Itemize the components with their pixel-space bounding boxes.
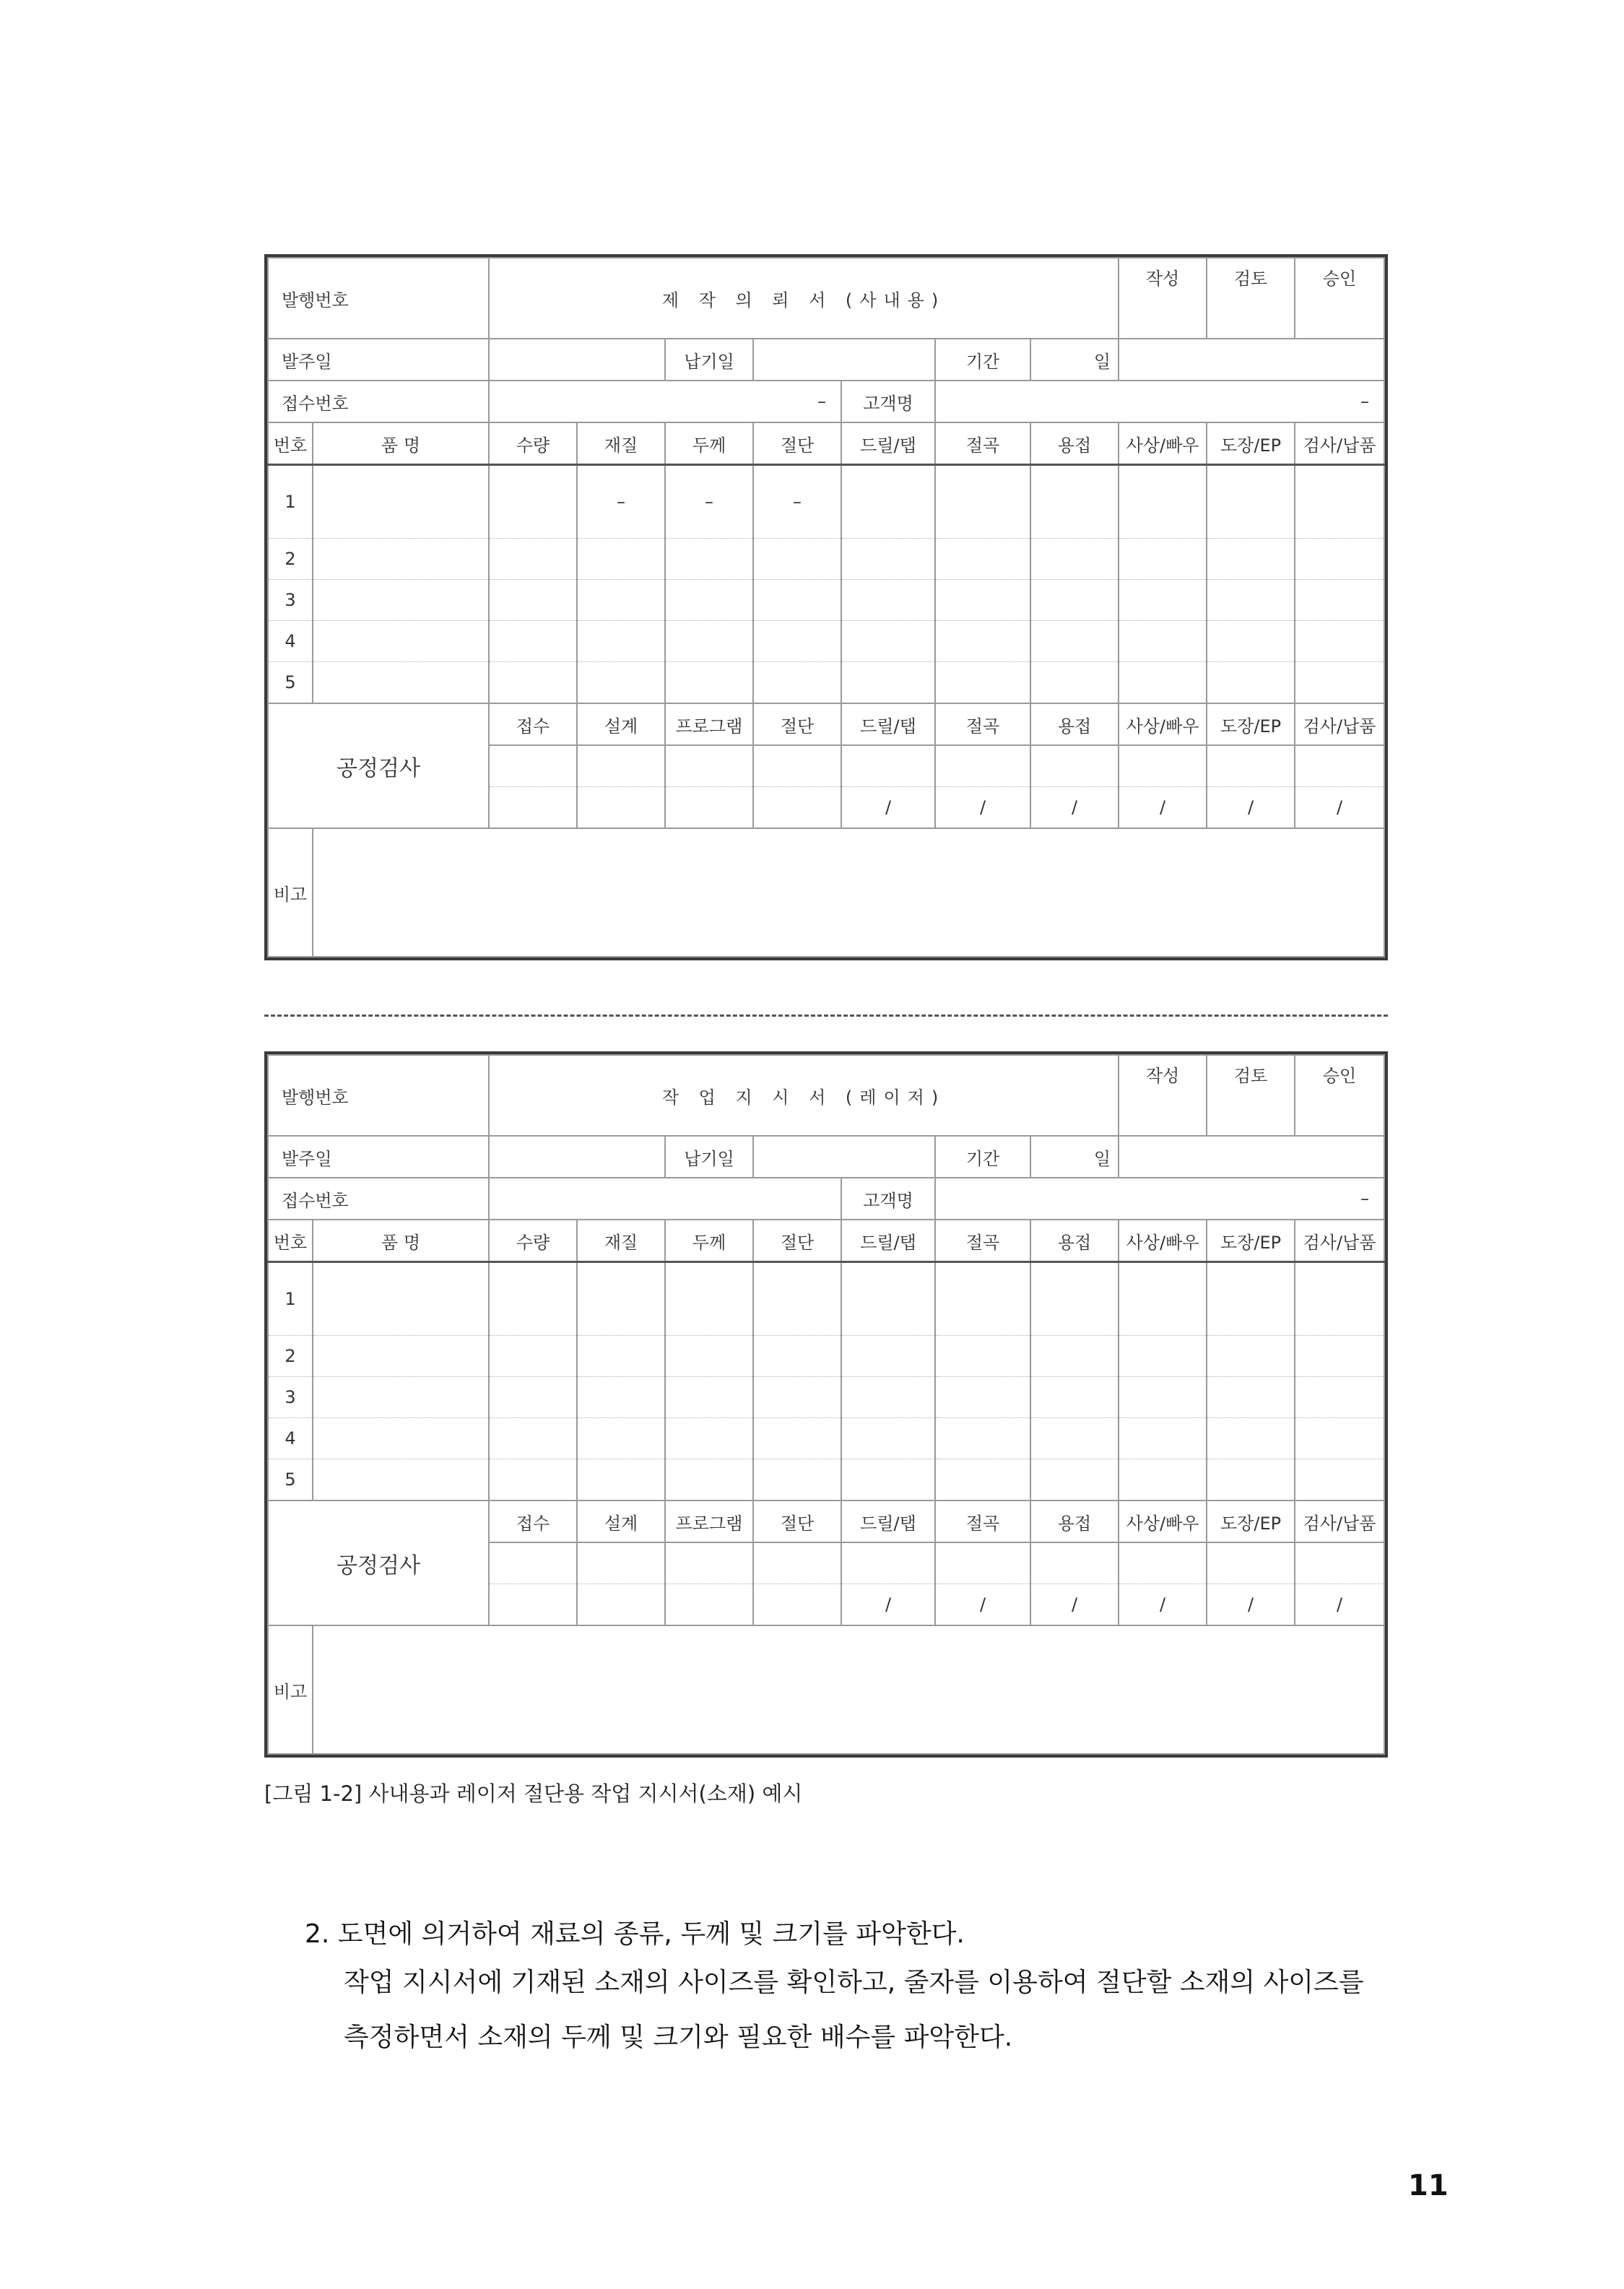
insp-drill-tap: 드릴/탭 — [841, 1500, 935, 1542]
insp-design: 설계 — [577, 703, 665, 745]
customer-label: 고객명 — [841, 381, 935, 422]
slash: / — [1119, 1584, 1207, 1626]
row-number: 1 — [268, 1262, 313, 1336]
approval-review: 검토 — [1207, 258, 1295, 339]
col-item-name: 품 명 — [313, 1220, 489, 1262]
table-row — [268, 1459, 1384, 1501]
approval-review: 검토 — [1207, 1055, 1295, 1136]
table-row — [268, 1418, 1384, 1459]
table-row — [268, 662, 1384, 704]
slash: / — [1207, 787, 1295, 829]
figure-caption: [그림 1-2] 사내용과 레이저 절단용 작업 지시서(소재) 예시 — [264, 1781, 803, 1806]
insp-finishing: 사상/빠우 — [1119, 703, 1207, 745]
slash: / — [1030, 787, 1119, 829]
remarks-label: 비고 — [268, 828, 313, 957]
col-painting: 도장/EP — [1207, 1220, 1295, 1262]
col-material: 재질 — [577, 1220, 665, 1262]
col-no: 번호 — [268, 422, 313, 465]
approval-approve: 승인 — [1295, 1055, 1384, 1136]
col-bending: 절곡 — [935, 1220, 1030, 1262]
col-thickness: 두께 — [665, 1220, 753, 1262]
due-date-label: 납기일 — [665, 1136, 753, 1178]
insp-inspection: 검사/납품 — [1295, 1500, 1384, 1542]
due-date-value — [753, 339, 935, 381]
due-date-value — [753, 1136, 935, 1178]
col-quantity: 수량 — [489, 1220, 577, 1262]
insp-cutting: 절단 — [753, 703, 841, 745]
paragraph-line-2: 측정하면서 소재의 두께 및 크기와 필요한 배수를 파악한다. — [344, 2023, 1013, 2052]
table-row — [268, 621, 1384, 662]
work-order-form-laser — [264, 1051, 1388, 1758]
receipt-no-label: 접수번호 — [268, 381, 489, 422]
insp-finishing: 사상/빠우 — [1119, 1500, 1207, 1542]
row-number: 3 — [268, 1377, 313, 1418]
insp-receipt: 접수 — [489, 703, 577, 745]
insp-welding: 용접 — [1030, 1500, 1119, 1542]
row-number: 4 — [268, 1418, 313, 1459]
customer-dash: – — [935, 381, 1384, 422]
order-date-value — [489, 1136, 665, 1178]
approval-sign-area — [1119, 1136, 1384, 1178]
col-inspection: 검사/납품 — [1295, 422, 1384, 465]
customer-label: 고객명 — [841, 1178, 935, 1220]
row-number: 2 — [268, 539, 313, 580]
paragraph-line-1: 작업 지시서에 기재된 소재의 사이즈를 확인하고, 줄자를 이용하여 절단할 소재의 사이즈를 — [344, 1968, 1364, 1997]
col-cutting: 절단 — [753, 1220, 841, 1262]
col-no: 번호 — [268, 1220, 313, 1262]
page-number: 11 — [1408, 2169, 1449, 2202]
col-finishing: 사상/빠우 — [1119, 1220, 1207, 1262]
cutting-dash: – — [753, 465, 841, 539]
approval-author: 작성 — [1119, 1055, 1207, 1136]
slash: / — [935, 1584, 1030, 1626]
insp-drill-tap: 드릴/탭 — [841, 703, 935, 745]
col-thickness: 두께 — [665, 422, 753, 465]
issue-no-label: 발행번호 — [268, 1055, 489, 1136]
customer-dash: – — [935, 1178, 1384, 1220]
col-welding: 용접 — [1030, 422, 1119, 465]
slash: / — [841, 787, 935, 829]
remarks-label: 비고 — [268, 1625, 313, 1754]
order-date-value — [489, 339, 665, 381]
cut-line-separator — [264, 1015, 1388, 1017]
slash: / — [1295, 787, 1384, 829]
approval-author: 작성 — [1119, 258, 1207, 339]
table-row — [268, 465, 1384, 539]
insp-receipt: 접수 — [489, 1500, 577, 1542]
approval-approve: 승인 — [1295, 258, 1384, 339]
row-number: 1 — [268, 465, 313, 539]
period-label: 기간 — [935, 1136, 1030, 1178]
work-request-form-internal — [264, 254, 1388, 960]
col-drill-tap: 드릴/탭 — [841, 1220, 935, 1262]
row-number: 2 — [268, 1336, 313, 1377]
insp-painting: 도장/EP — [1207, 703, 1295, 745]
process-inspection-label: 공정검사 — [268, 703, 489, 828]
row-number: 4 — [268, 621, 313, 662]
slash: / — [841, 1584, 935, 1626]
thickness-dash: – — [665, 465, 753, 539]
receipt-no-dash: – — [489, 381, 841, 422]
due-date-label: 납기일 — [665, 339, 753, 381]
insp-painting: 도장/EP — [1207, 1500, 1295, 1542]
receipt-no-value — [489, 1178, 841, 1220]
slash: / — [935, 787, 1030, 829]
col-painting: 도장/EP — [1207, 422, 1295, 465]
slash: / — [1207, 1584, 1295, 1626]
slash: / — [1030, 1584, 1119, 1626]
row-number: 3 — [268, 580, 313, 621]
insp-bending: 절곡 — [935, 703, 1030, 745]
table-row — [268, 1262, 1384, 1336]
insp-welding: 용접 — [1030, 703, 1119, 745]
col-quantity: 수량 — [489, 422, 577, 465]
slash: / — [1295, 1584, 1384, 1626]
remarks-area — [313, 828, 1384, 957]
table-row — [268, 580, 1384, 621]
col-material: 재질 — [577, 422, 665, 465]
day-label: 일 — [1030, 339, 1119, 381]
process-inspection-label: 공정검사 — [268, 1500, 489, 1625]
insp-program: 프로그램 — [665, 1500, 753, 1542]
day-label: 일 — [1030, 1136, 1119, 1178]
slash: / — [1119, 787, 1207, 829]
receipt-no-label: 접수번호 — [268, 1178, 489, 1220]
order-date-label: 발주일 — [268, 1136, 489, 1178]
row-number: 5 — [268, 1459, 313, 1501]
col-inspection: 검사/납품 — [1295, 1220, 1384, 1262]
insp-inspection: 검사/납품 — [1295, 703, 1384, 745]
material-dash: – — [577, 465, 665, 539]
col-finishing: 사상/빠우 — [1119, 422, 1207, 465]
period-label: 기간 — [935, 339, 1030, 381]
insp-program: 프로그램 — [665, 703, 753, 745]
form-title: 작 업 지 시 서 (레이저) — [489, 1055, 1119, 1136]
col-bending: 절곡 — [935, 422, 1030, 465]
table-row — [268, 1377, 1384, 1418]
remarks-area — [313, 1625, 1384, 1754]
row-number: 5 — [268, 662, 313, 704]
insp-cutting: 절단 — [753, 1500, 841, 1542]
issue-no-label: 발행번호 — [268, 258, 489, 339]
insp-bending: 절곡 — [935, 1500, 1030, 1542]
insp-design: 설계 — [577, 1500, 665, 1542]
table-row — [268, 539, 1384, 580]
form-title: 제 작 의 뢰 서 (사내용) — [489, 258, 1119, 339]
approval-sign-area — [1119, 339, 1384, 381]
order-date-label: 발주일 — [268, 339, 489, 381]
col-cutting: 절단 — [753, 422, 841, 465]
col-welding: 용접 — [1030, 1220, 1119, 1262]
col-drill-tap: 드릴/탭 — [841, 422, 935, 465]
section-heading: 2. 도면에 의거하여 재료의 종류, 두께 및 크기를 파악한다. — [305, 1919, 965, 1949]
col-item-name: 품 명 — [313, 422, 489, 465]
table-row — [268, 1336, 1384, 1377]
